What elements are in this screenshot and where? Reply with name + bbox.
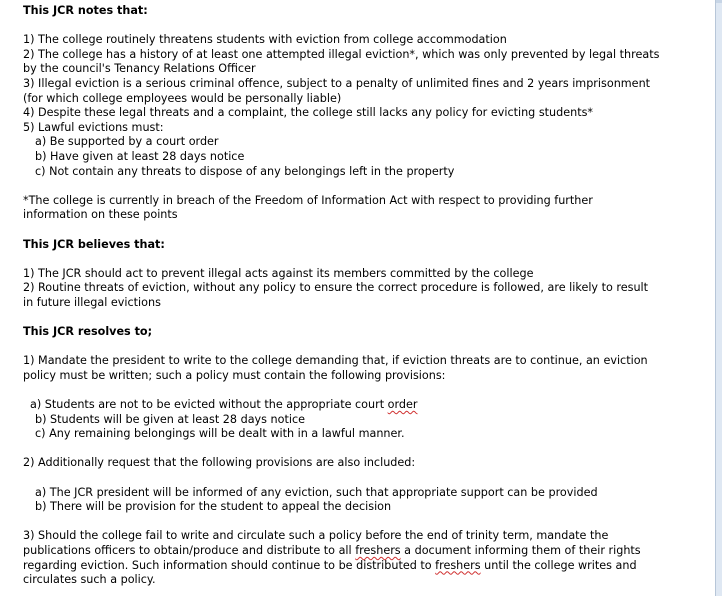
resolves-item-3-line-4: circulates such a policy. xyxy=(23,573,156,587)
notes-item-3: 3) Illegal eviction is a serious criminal offence, subject to a penalty of unlimited fines and 2 years imprisonment xyxy=(23,76,651,90)
resolves-item-3-line-2-post: a document informing them of their rights xyxy=(400,543,641,557)
believes-heading: This JCR believes that: xyxy=(23,237,165,251)
notes-item-1: 1) The college routinely threatens students with eviction from college accommodation xyxy=(23,33,507,47)
resolves-item-3: 3) Should the college fail to write and circulate such a policy before the end of trinity term, mandate the xyxy=(23,529,609,543)
spellcheck-word-freshers-2[interactable]: freshers xyxy=(435,558,481,572)
resolves-item-3-line-3-pre: regarding eviction. Such information should continue to be distributed to xyxy=(23,558,436,572)
resolves-subitem-a xyxy=(23,398,715,413)
resolves-item-2: 2) Additionally request that the following provisions are also included: xyxy=(23,456,416,470)
notes-item-2-cont: by the council's Tenancy Relations Officer xyxy=(23,62,256,76)
notes-item-4: 4) Despite these legal threats and a complaint, the college still lacks any policy for evicting students* xyxy=(23,106,594,120)
notes-subitem-b: b) Have given at least 28 days notice xyxy=(35,149,245,163)
resolves-item-3-line-3-post: until the college writes and xyxy=(480,558,637,572)
resolves-subitem-a-text: a) Students are not to be evicted without the appropriate court xyxy=(30,398,388,412)
notes-item-2: 2) The college has a history of at least one attempted illegal eviction*, which was only prevented by legal threats xyxy=(23,47,660,61)
notes-item-3-cont: (for which college employees would be personally liable) xyxy=(23,91,342,105)
notes-item-5: 5) Lawful evictions must: xyxy=(23,120,164,134)
believes-item-1: 1) The JCR should act to prevent illegal acts against its members committed by the college xyxy=(23,266,534,280)
resolves-subitem-c: c) Any remaining belongings will be dealt with in a lawful manner. xyxy=(35,427,405,441)
resolves-item-1: 1) Mandate the president to write to the college demanding that, if eviction threats are to continue, an eviction xyxy=(23,354,648,368)
notes-heading: This JCR notes that: xyxy=(23,4,148,17)
resolves-item-3-line-3 xyxy=(23,559,715,574)
resolves-item-1-cont: policy must be written; such a policy must contain the following provisions: xyxy=(23,368,446,382)
notes-subitem-c: c) Not contain any threats to dispose of any belongings left in the property xyxy=(35,164,455,178)
footnote-line-1: *The college is currently in breach of the Freedom of Information Act with respect to providing further xyxy=(23,193,593,207)
spellcheck-word-order[interactable]: order xyxy=(387,398,418,412)
resolves-heading: This JCR resolves to; xyxy=(23,325,153,339)
believes-item-2-cont: in future illegal evictions xyxy=(23,295,161,309)
resolves-item-2-sub-b: b) There will be provision for the student to appeal the decision xyxy=(35,500,392,514)
resolves-item-3-line-2-pre: publications officers to obtain/produce and distribute to all xyxy=(23,543,356,557)
resolves-subitem-b: b) Students will be given at least 28 days notice xyxy=(35,412,306,426)
spellcheck-word-freshers[interactable]: freshers xyxy=(355,543,401,557)
resolves-item-2-sub-a: a) The JCR president will be informed of any eviction, such that appropriate support can be provided xyxy=(35,485,598,499)
notes-subitem-a: a) Be supported by a court order xyxy=(35,135,219,149)
footnote-line-2: information on these points xyxy=(23,208,178,222)
believes-item-2: 2) Routine threats of eviction, without any policy to ensure the correct procedure is followed, are likely to result xyxy=(23,281,649,295)
resolves-item-3-line-2 xyxy=(23,544,715,559)
